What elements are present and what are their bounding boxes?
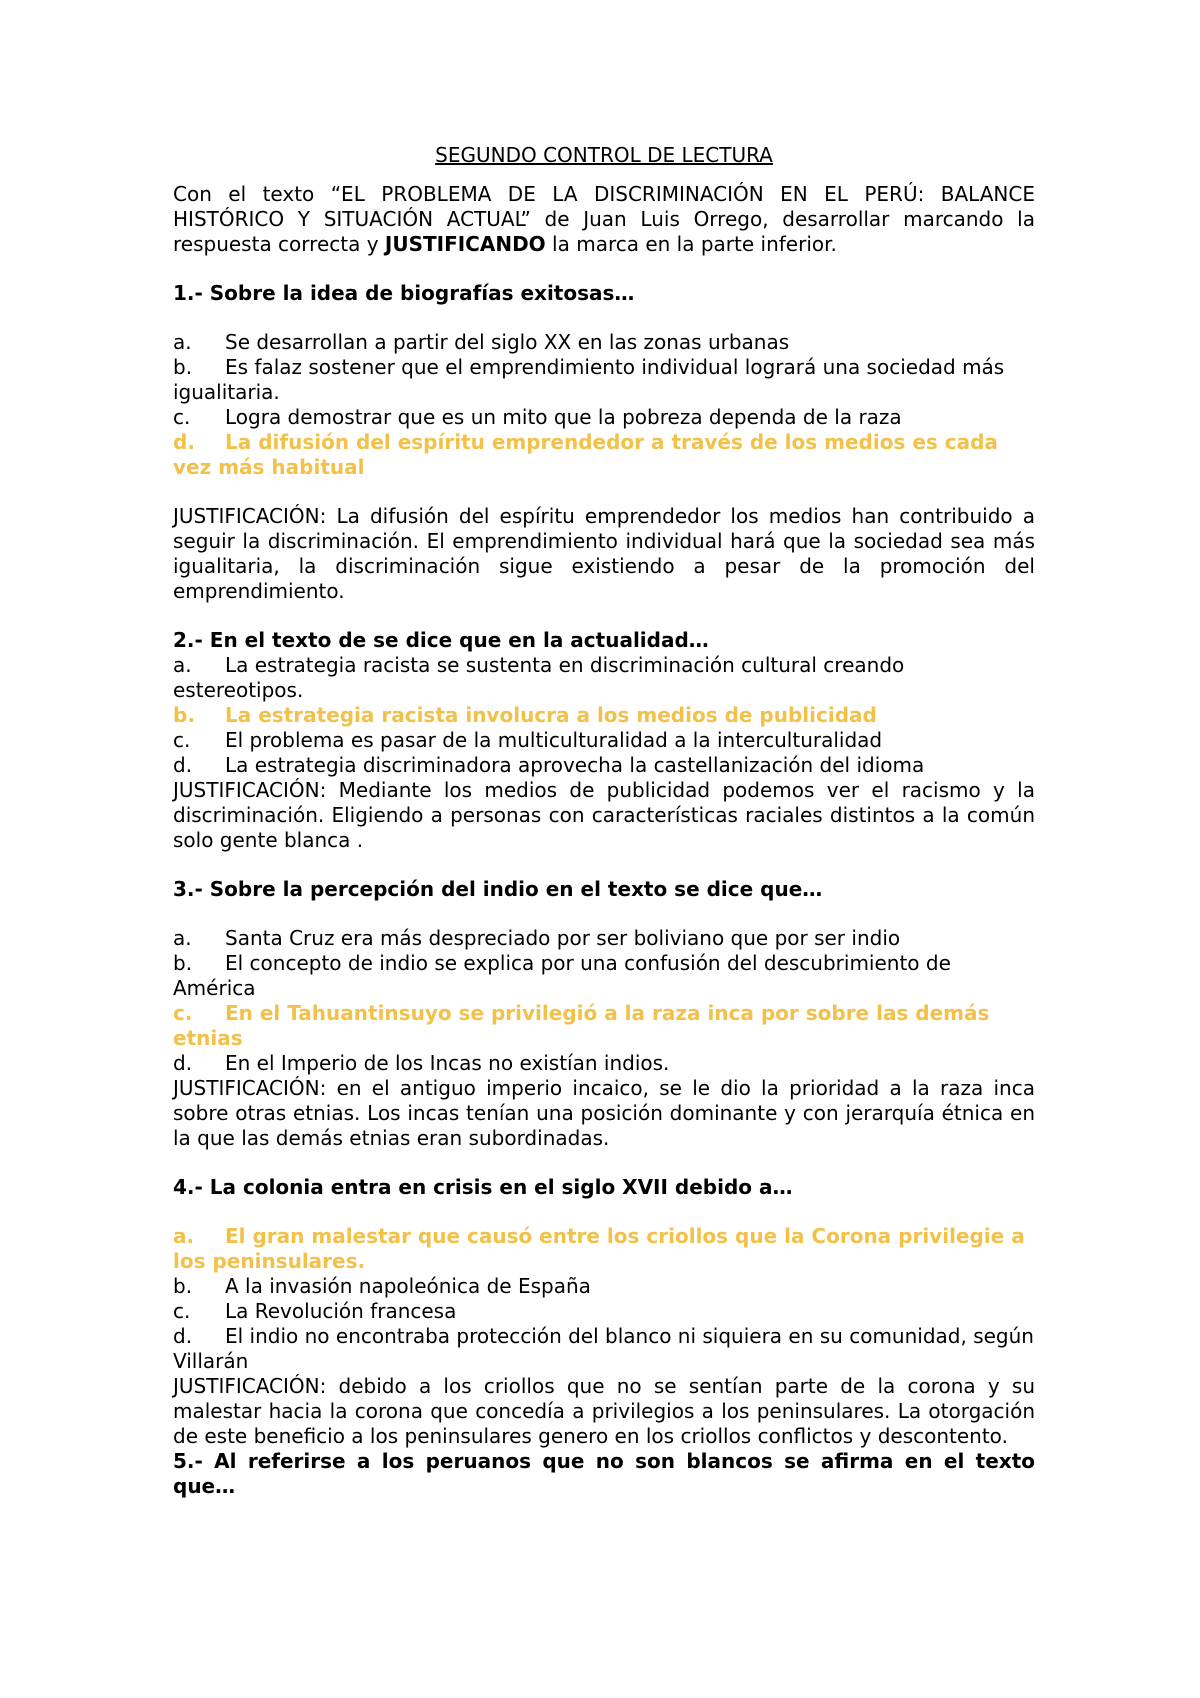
option-letter: b. bbox=[173, 951, 193, 975]
intro-paragraph bbox=[173, 182, 1035, 257]
question-4-option-d bbox=[173, 1324, 1035, 1374]
question-2-heading: 2.- En el texto de se dice que en la actualidad… bbox=[173, 628, 709, 652]
option-text: Santa Cruz era más despreciado por ser boliviano que por ser indio bbox=[225, 926, 901, 950]
option-letter: b. bbox=[173, 1274, 193, 1298]
option-letter: c. bbox=[173, 1001, 193, 1025]
question-1-option-b bbox=[173, 355, 1035, 405]
option-text: En el Tahuantinsuyo se privilegió a la raza inca por sobre las demás etnias bbox=[173, 1001, 990, 1050]
question-3-justification: JUSTIFICACIÓN: en el antiguo imperio incaico, se le dio la prioridad a la raza inca sobre otras etnias. Los incas tenían una posición dominante y con jerarquía étnica en la que las demás etnias eran subordinadas. bbox=[173, 1076, 1035, 1150]
option-letter: b. bbox=[173, 703, 195, 727]
question-1-heading: 1.- Sobre la idea de biografías exitosas… bbox=[173, 281, 635, 305]
option-text: En el Imperio de los Incas no existían indios. bbox=[225, 1051, 670, 1075]
option-text: El problema es pasar de la multiculturalidad a la interculturalidad bbox=[225, 728, 883, 752]
option-text: La difusión del espíritu emprendedor a través de los medios es cada vez más habitual bbox=[173, 430, 998, 479]
option-letter: c. bbox=[173, 728, 191, 752]
intro-text-end: la marca en la parte inferior. bbox=[545, 232, 837, 256]
option-text: La estrategia racista se sustenta en discriminación cultural creando estereotipos. bbox=[173, 653, 905, 702]
option-letter: c. bbox=[173, 1299, 191, 1323]
question-2-option-d bbox=[173, 753, 1035, 778]
document-page bbox=[173, 143, 1035, 1499]
option-text: A la invasión napoleónica de España bbox=[225, 1274, 591, 1298]
question-4-option-a-correct bbox=[173, 1224, 1035, 1274]
option-text: El concepto de indio se explica por una confusión del descubrimiento de América bbox=[173, 951, 951, 1000]
option-text: Es falaz sostener que el emprendimiento individual logrará una sociedad más igualitaria. bbox=[173, 355, 1005, 404]
question-2-justification: JUSTIFICACIÓN: Mediante los medios de publicidad podemos ver el racismo y la discriminación. Eligiendo a personas con características raciales distintos a la común solo gente blanca . bbox=[173, 778, 1035, 852]
question-3-heading: 3.- Sobre la percepción del indio en el texto se dice que… bbox=[173, 877, 823, 901]
option-text: El indio no encontraba protección del blanco ni siquiera en su comunidad, según Villarán bbox=[173, 1324, 1034, 1373]
option-letter: a. bbox=[173, 653, 192, 677]
option-letter: c. bbox=[173, 405, 191, 429]
question-1-option-a bbox=[173, 330, 1035, 355]
option-letter: a. bbox=[173, 1224, 195, 1248]
question-4-option-c bbox=[173, 1299, 1035, 1324]
intro-bold-word: JUSTIFICANDO bbox=[384, 232, 546, 256]
document-title: SEGUNDO CONTROL DE LECTURA bbox=[435, 143, 773, 167]
option-letter: a. bbox=[173, 926, 192, 950]
question-3-option-a bbox=[173, 926, 1035, 951]
question-2-option-b-correct bbox=[173, 703, 1035, 728]
option-letter: b. bbox=[173, 355, 193, 379]
question-1-justification: JUSTIFICACIÓN: La difusión del espíritu emprendedor los medios han contribuido a seguir la discriminación. El emprendimiento individual hará que la sociedad sea más igualitaria, la discriminación sigue existiendo a pesar de la promoción del emprendimiento. bbox=[173, 504, 1035, 603]
intro-text: Con el texto “EL PROBLEMA DE LA DISCRIMINACIÓN EN EL PERÚ: BALANCE HISTÓRICO Y SITUACIÓN ACTUAL” de Juan Luis Orrego, desarrollar marcando la respuesta correcta y bbox=[173, 182, 1035, 256]
question-5-heading: 5.- Al referirse a los peruanos que no son blancos se afirma en el texto que… bbox=[173, 1449, 1035, 1498]
question-1-option-d-correct bbox=[173, 430, 1035, 480]
question-2-option-a bbox=[173, 653, 1035, 703]
option-text: La estrategia racista involucra a los medios de publicidad bbox=[225, 703, 877, 727]
option-letter: d. bbox=[173, 430, 195, 454]
question-4-option-b bbox=[173, 1274, 1035, 1299]
option-text: La Revolución francesa bbox=[225, 1299, 457, 1323]
question-2-option-c bbox=[173, 728, 1035, 753]
option-letter: a. bbox=[173, 330, 192, 354]
question-3-option-d bbox=[173, 1051, 1035, 1076]
option-text: Se desarrollan a partir del siglo XX en las zonas urbanas bbox=[225, 330, 790, 354]
question-3-option-b bbox=[173, 951, 1035, 1001]
option-letter: d. bbox=[173, 753, 193, 777]
option-letter: d. bbox=[173, 1324, 193, 1348]
option-text: La estrategia discriminadora aprovecha la castellanización del idioma bbox=[225, 753, 925, 777]
question-3-option-c-correct bbox=[173, 1001, 1035, 1051]
option-letter: d. bbox=[173, 1051, 193, 1075]
question-4-justification: JUSTIFICACIÓN: debido a los criollos que no se sentían parte de la corona y su malestar hacia la corona que concedía a privilegios a los peninsulares. La otorgación de este beneficio a los peninsulares genero en los criollos conflictos y descontento. bbox=[173, 1374, 1035, 1448]
question-4-heading: 4.- La colonia entra en crisis en el siglo XVII debido a… bbox=[173, 1175, 793, 1199]
option-text: Logra demostrar que es un mito que la pobreza dependa de la raza bbox=[225, 405, 902, 429]
option-text: El gran malestar que causó entre los criollos que la Corona privilegie a los peninsulares. bbox=[173, 1224, 1025, 1273]
question-1-option-c bbox=[173, 405, 1035, 430]
